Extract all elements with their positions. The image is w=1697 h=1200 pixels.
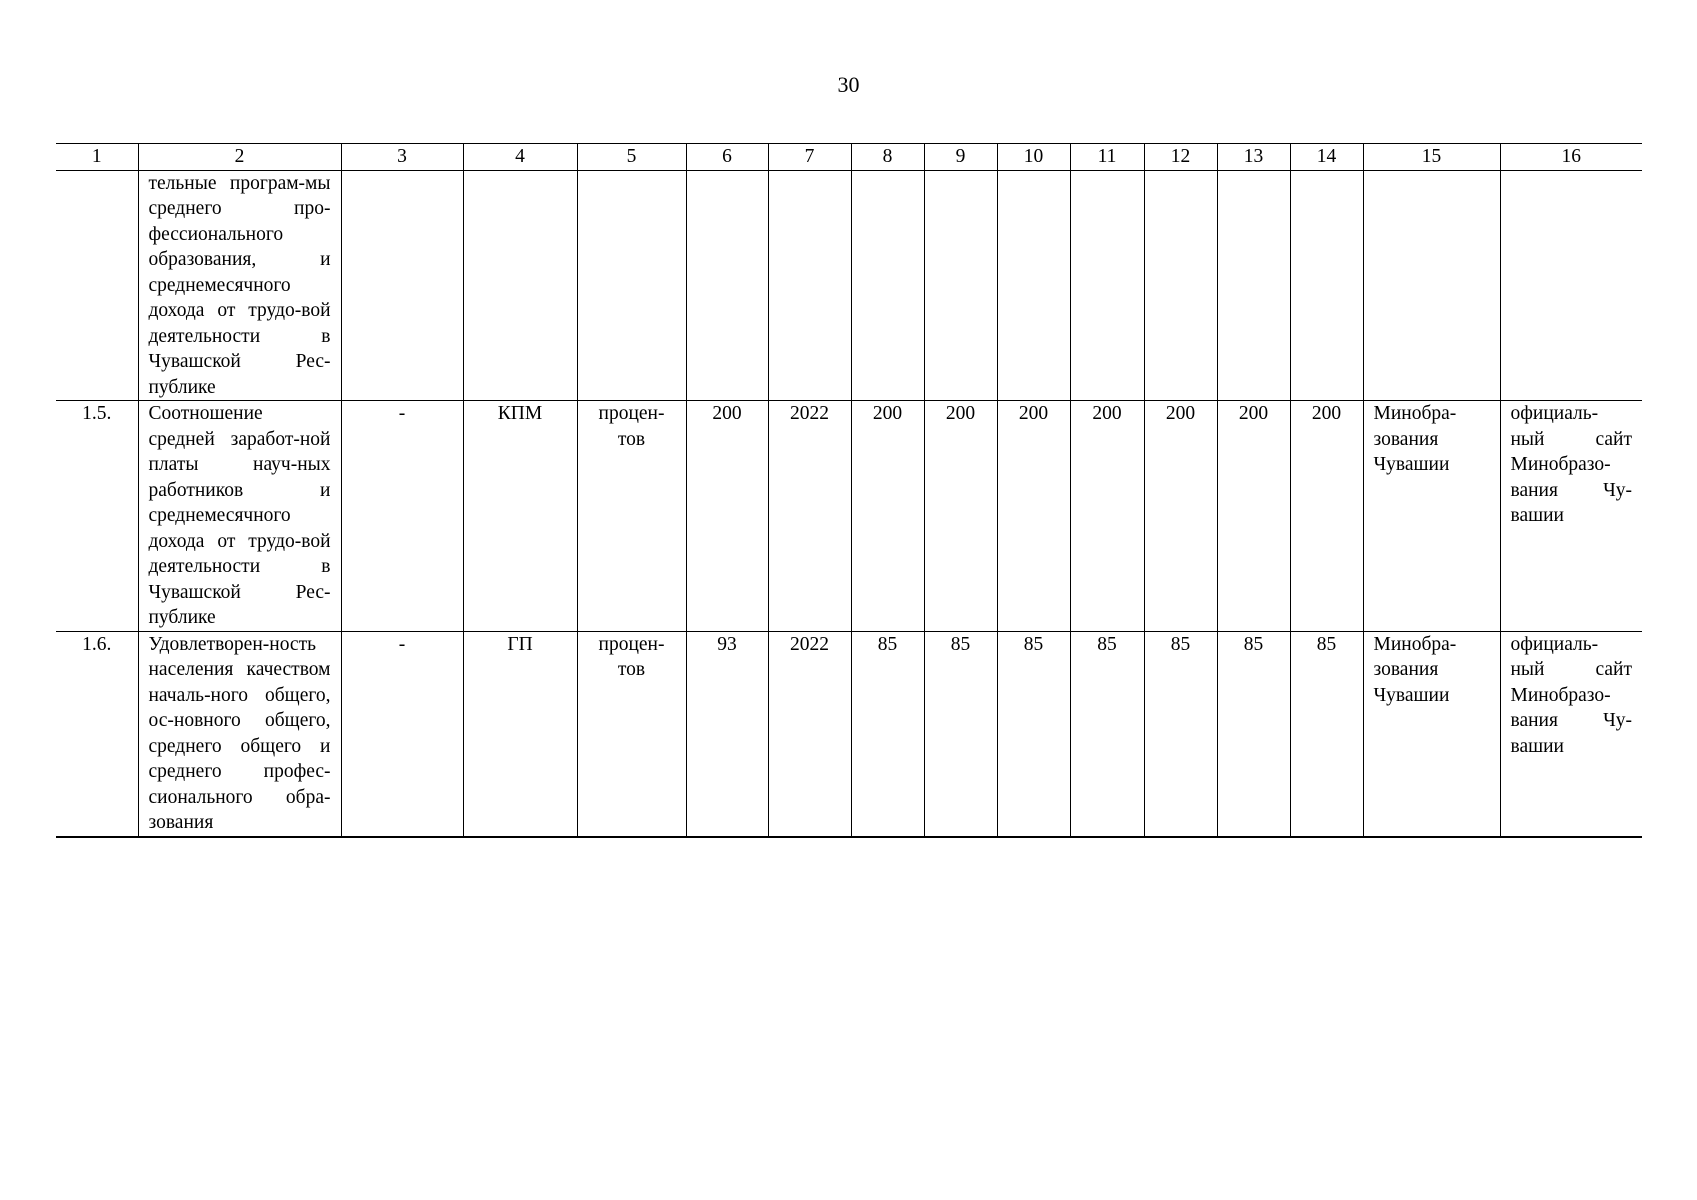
value-col-8: 85 [851, 631, 924, 837]
unit-of-measure: процен-тов [577, 401, 686, 632]
column-header: 11 [1070, 144, 1144, 171]
row-number: 1.5. [56, 401, 138, 632]
column-header: 8 [851, 144, 924, 171]
indicator-type: КПМ [463, 401, 577, 632]
value-col-11: 85 [1070, 631, 1144, 837]
column-header: 2 [138, 144, 341, 171]
information-source: официаль-ный сайт Минобразо-вания Чу-вашии [1500, 401, 1642, 632]
responsible-body: Минобра-зования Чувашии [1363, 401, 1500, 632]
value-col-10 [997, 170, 1070, 401]
unit-of-measure: процен-тов [577, 631, 686, 837]
indicators-table [56, 143, 1642, 838]
value-col-10: 200 [997, 401, 1070, 632]
table-row [56, 401, 1642, 632]
indicator-name: Соотношение средней заработ-ной платы науч-ных работников и среднемесячного дохода от трудо-вой деятельности в Чувашской Рес-публике [138, 401, 341, 632]
value-col-13: 200 [1217, 401, 1290, 632]
column-header: 10 [997, 144, 1070, 171]
base-year: 2022 [768, 631, 851, 837]
column-header: 3 [341, 144, 463, 171]
column-header: 7 [768, 144, 851, 171]
value-col-14: 200 [1290, 401, 1363, 632]
row-number: 1.6. [56, 631, 138, 837]
column-header: 5 [577, 144, 686, 171]
table-header-row [56, 144, 1642, 171]
value-col-11 [1070, 170, 1144, 401]
column-header: 13 [1217, 144, 1290, 171]
value-col-8: 200 [851, 401, 924, 632]
cell-col-3 [341, 170, 463, 401]
column-header: 1 [56, 144, 138, 171]
value-col-11: 200 [1070, 401, 1144, 632]
value-col-12: 85 [1144, 631, 1217, 837]
indicator-name: тельные програм-мы среднего про-фессионального образования, и среднемесячного дохода от трудо-вой деятельности в Чувашской Рес-публике [138, 170, 341, 401]
indicator-name: Удовлетворен-ность населения качеством началь-ного общего, ос-новного общего, среднего общего и среднего профес-сионального обра-зования [138, 631, 341, 837]
value-col-9: 200 [924, 401, 997, 632]
responsible-body: Минобра-зования Чувашии [1363, 631, 1500, 837]
column-header: 9 [924, 144, 997, 171]
base-value: 200 [686, 401, 768, 632]
value-col-14: 85 [1290, 631, 1363, 837]
page-number: 30 [837, 72, 860, 97]
value-col-9 [924, 170, 997, 401]
column-header: 12 [1144, 144, 1217, 171]
information-source: официаль-ный сайт Минобразо-вания Чу-вашии [1500, 631, 1642, 837]
value-col-12 [1144, 170, 1217, 401]
value-col-9: 85 [924, 631, 997, 837]
unit-of-measure [577, 170, 686, 401]
value-col-14 [1290, 170, 1363, 401]
indicator-type: ГП [463, 631, 577, 837]
cell-col-3: - [341, 401, 463, 632]
value-col-10: 85 [997, 631, 1070, 837]
indicator-type [463, 170, 577, 401]
table-row [56, 631, 1642, 837]
base-value: 93 [686, 631, 768, 837]
base-year [768, 170, 851, 401]
value-col-13 [1217, 170, 1290, 401]
column-header: 4 [463, 144, 577, 171]
responsible-body [1363, 170, 1500, 401]
information-source [1500, 170, 1642, 401]
cell-col-3: - [341, 631, 463, 837]
base-year: 2022 [768, 401, 851, 632]
column-header: 6 [686, 144, 768, 171]
base-value [686, 170, 768, 401]
value-col-8 [851, 170, 924, 401]
table-row [56, 170, 1642, 401]
column-header: 15 [1363, 144, 1500, 171]
value-col-13: 85 [1217, 631, 1290, 837]
row-number [56, 170, 138, 401]
value-col-12: 200 [1144, 401, 1217, 632]
column-header: 16 [1500, 144, 1642, 171]
column-header: 14 [1290, 144, 1363, 171]
